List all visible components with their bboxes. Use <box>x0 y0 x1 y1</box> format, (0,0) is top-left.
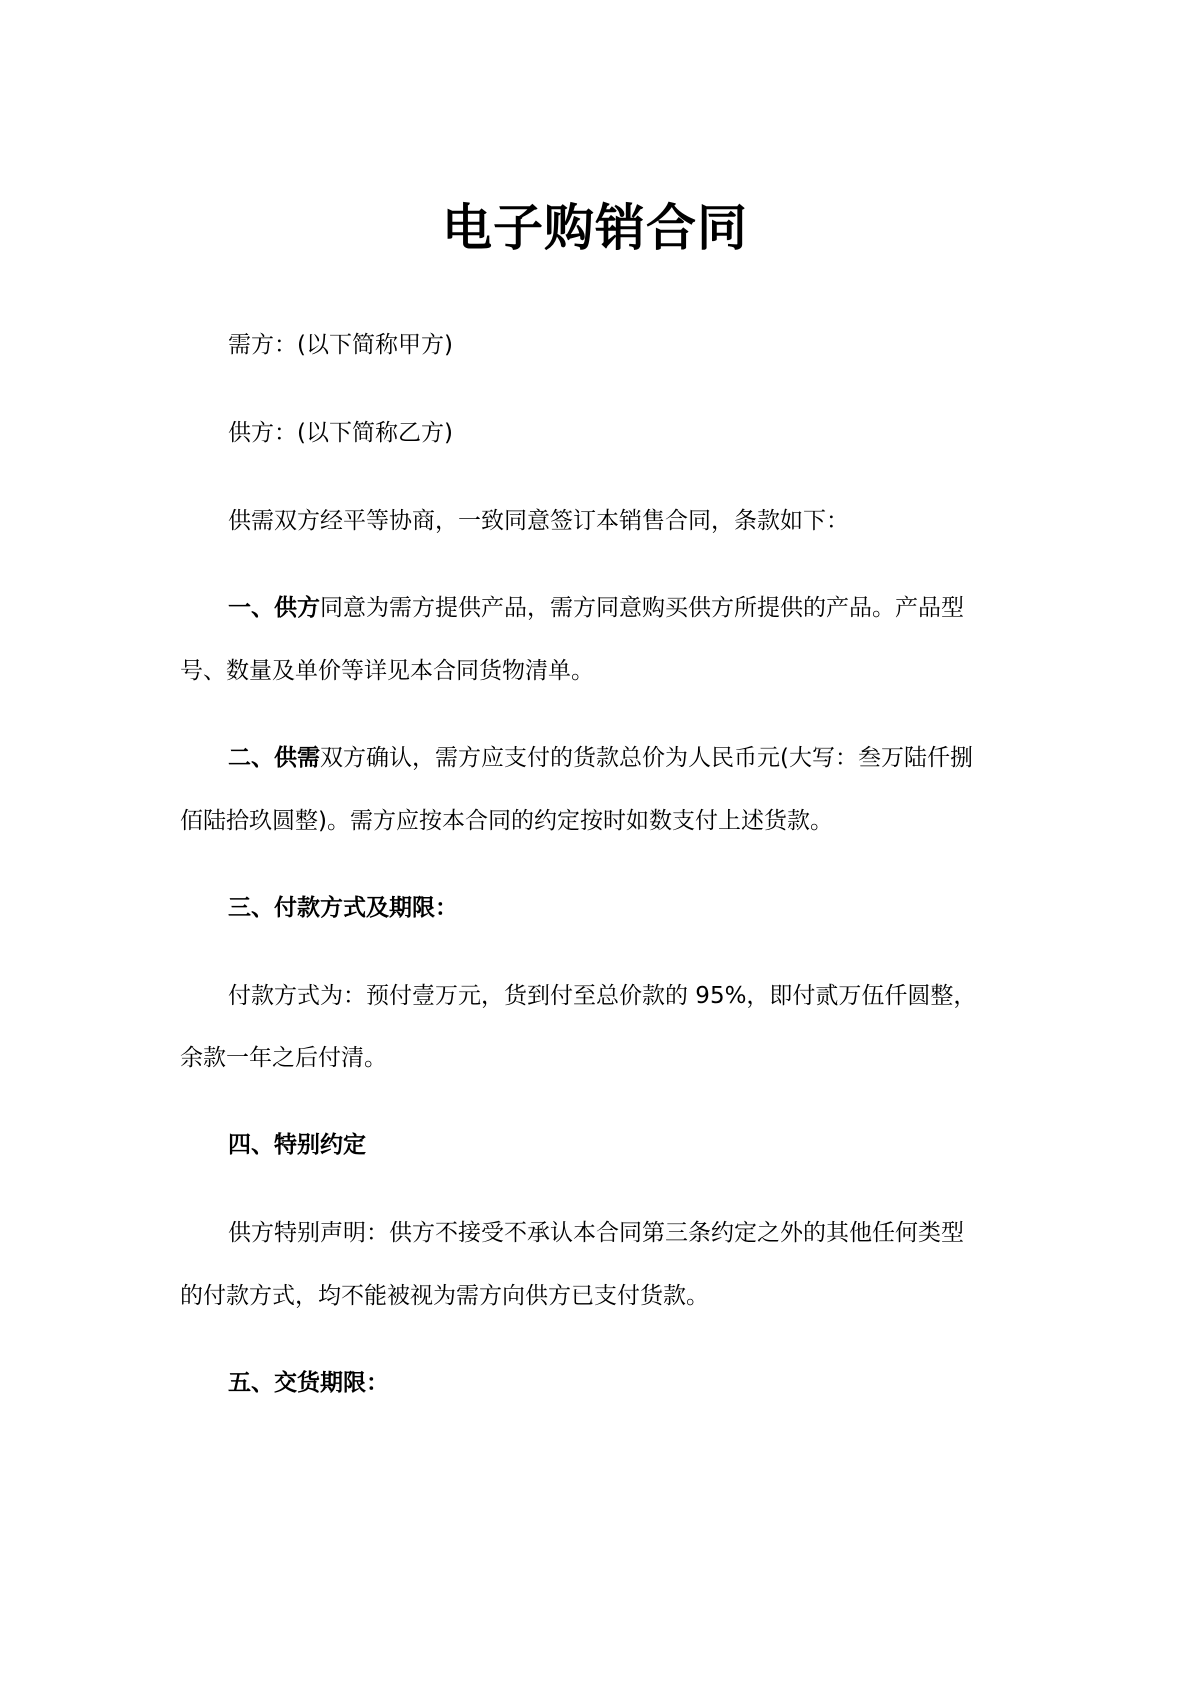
clause-3-body: 付款方式为：预付壹万元，货到付至总价款的 95%，即付贰万伍仟圆整， <box>228 983 977 1009</box>
clause-3-heading: 三、付款方式及期限： <box>228 895 458 921</box>
clause-2-continuation: 佰陆拾玖圆整)。需方应按本合同的约定按时如数支付上述货款。 <box>180 808 833 834</box>
clause-1-lead: 一、供方 <box>228 595 320 621</box>
seller-line: 供方：(以下简称乙方) <box>228 420 453 446</box>
clause-2-text: 双方确认，需方应支付的货款总价为人民币元(大写：叁万陆仟捌 <box>320 745 973 771</box>
clause-1-continuation: 号、数量及单价等详见本合同货物清单。 <box>180 658 594 684</box>
clause-2-lead: 二、供需 <box>228 745 320 771</box>
clause-2-line <box>180 727 1058 790</box>
clause-5-heading: 五、交货期限： <box>228 1370 389 1396</box>
clause-1-text: 同意为需方提供产品，需方同意购买供方所提供的产品。产品型 <box>320 595 964 621</box>
clause-3-continuation: 余款一年之后付清。 <box>180 1045 387 1071</box>
clause-4-body: 供方特别声明：供方不接受不承认本合同第三条约定之外的其他任何类型 <box>228 1220 964 1246</box>
clause-1-line <box>180 577 1058 640</box>
clause-4-heading: 四、特别约定 <box>228 1132 366 1158</box>
intro-line: 供需双方经平等协商，一致同意签订本销售合同，条款如下： <box>228 508 849 534</box>
clause-4-continuation: 的付款方式，均不能被视为需方向供方已支付货款。 <box>180 1283 709 1309</box>
document-title: 电子购销合同 <box>442 199 748 257</box>
buyer-line: 需方：(以下简称甲方) <box>228 332 453 358</box>
